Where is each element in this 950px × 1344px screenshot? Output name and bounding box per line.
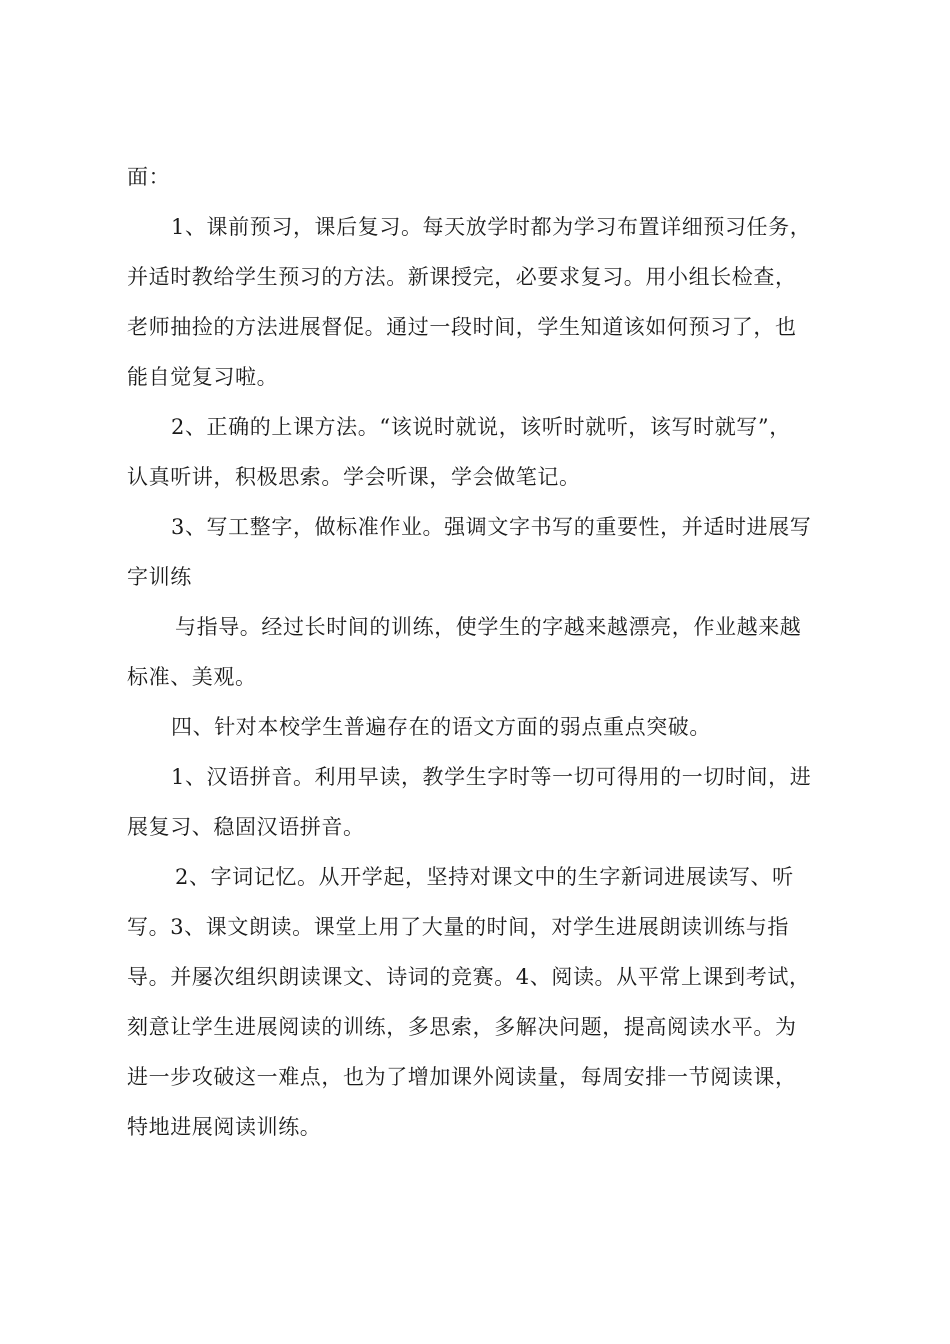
paragraph-line: 并适时教给学生预习的方法。新课授完，必要求复习。用小组长检查， [127,265,797,289]
paragraph-line: 写。3、课文朗读。课堂上用了大量的时间，对学生进展朗读训练与指 [127,915,789,939]
paragraph-line: 导。并屡次组织朗读课文、诗词的竞赛。4、阅读。从平常上课到考试， [127,965,811,989]
paragraph-line: 3、写工整字，做标准作业。强调文字书写的重要性，并适时进展写 [171,515,812,539]
paragraph-line: 认真听讲，积极思索。学会听课，学会做笔记。 [127,465,581,489]
paragraph-line: 老师抽捡的方法进展督促。通过一段时间，学生知道该如何预习了，也 [127,315,797,339]
paragraph-line: 能自觉复习啦。 [127,365,279,389]
paragraph-line: 2、正确的上课方法。“该说时就说，该听时就听，该写时就写”， [171,415,791,439]
paragraph-line: 1、课前预习，课后复习。每天放学时都为学习布置详细预习任务， [171,215,812,239]
paragraph-line: 进一步攻破这一难点，也为了增加课外阅读量，每周安排一节阅读课， [127,1065,797,1089]
paragraph-line: 与指导。经过长时间的训练，使学生的字越来越漂亮，作业越来越 [175,615,802,639]
paragraph-line: 1、汉语拼音。利用早读，教学生字时等一切可得用的一切时间，进 [171,765,812,789]
section-heading: 四、针对本校学生普遍存在的语文方面的弱点重点突破。 [171,715,711,739]
paragraph-line: 2、字词记忆。从开学起，坚持对课文中的生字新词进展读写、听 [175,865,794,889]
paragraph-line: 标准、美观。 [127,665,257,689]
paragraph-line: 面： [127,165,171,189]
paragraph-line: 展复习、稳固汉语拼音。 [127,815,365,839]
paragraph-line: 特地进展阅读训练。 [127,1115,322,1139]
document-body [127,158,833,1147]
paragraph-line: 字训练 [127,565,192,589]
paragraph-line: 刻意让学生进展阅读的训练，多思索，多解决问题，提高阅读水平。为 [127,1015,797,1039]
